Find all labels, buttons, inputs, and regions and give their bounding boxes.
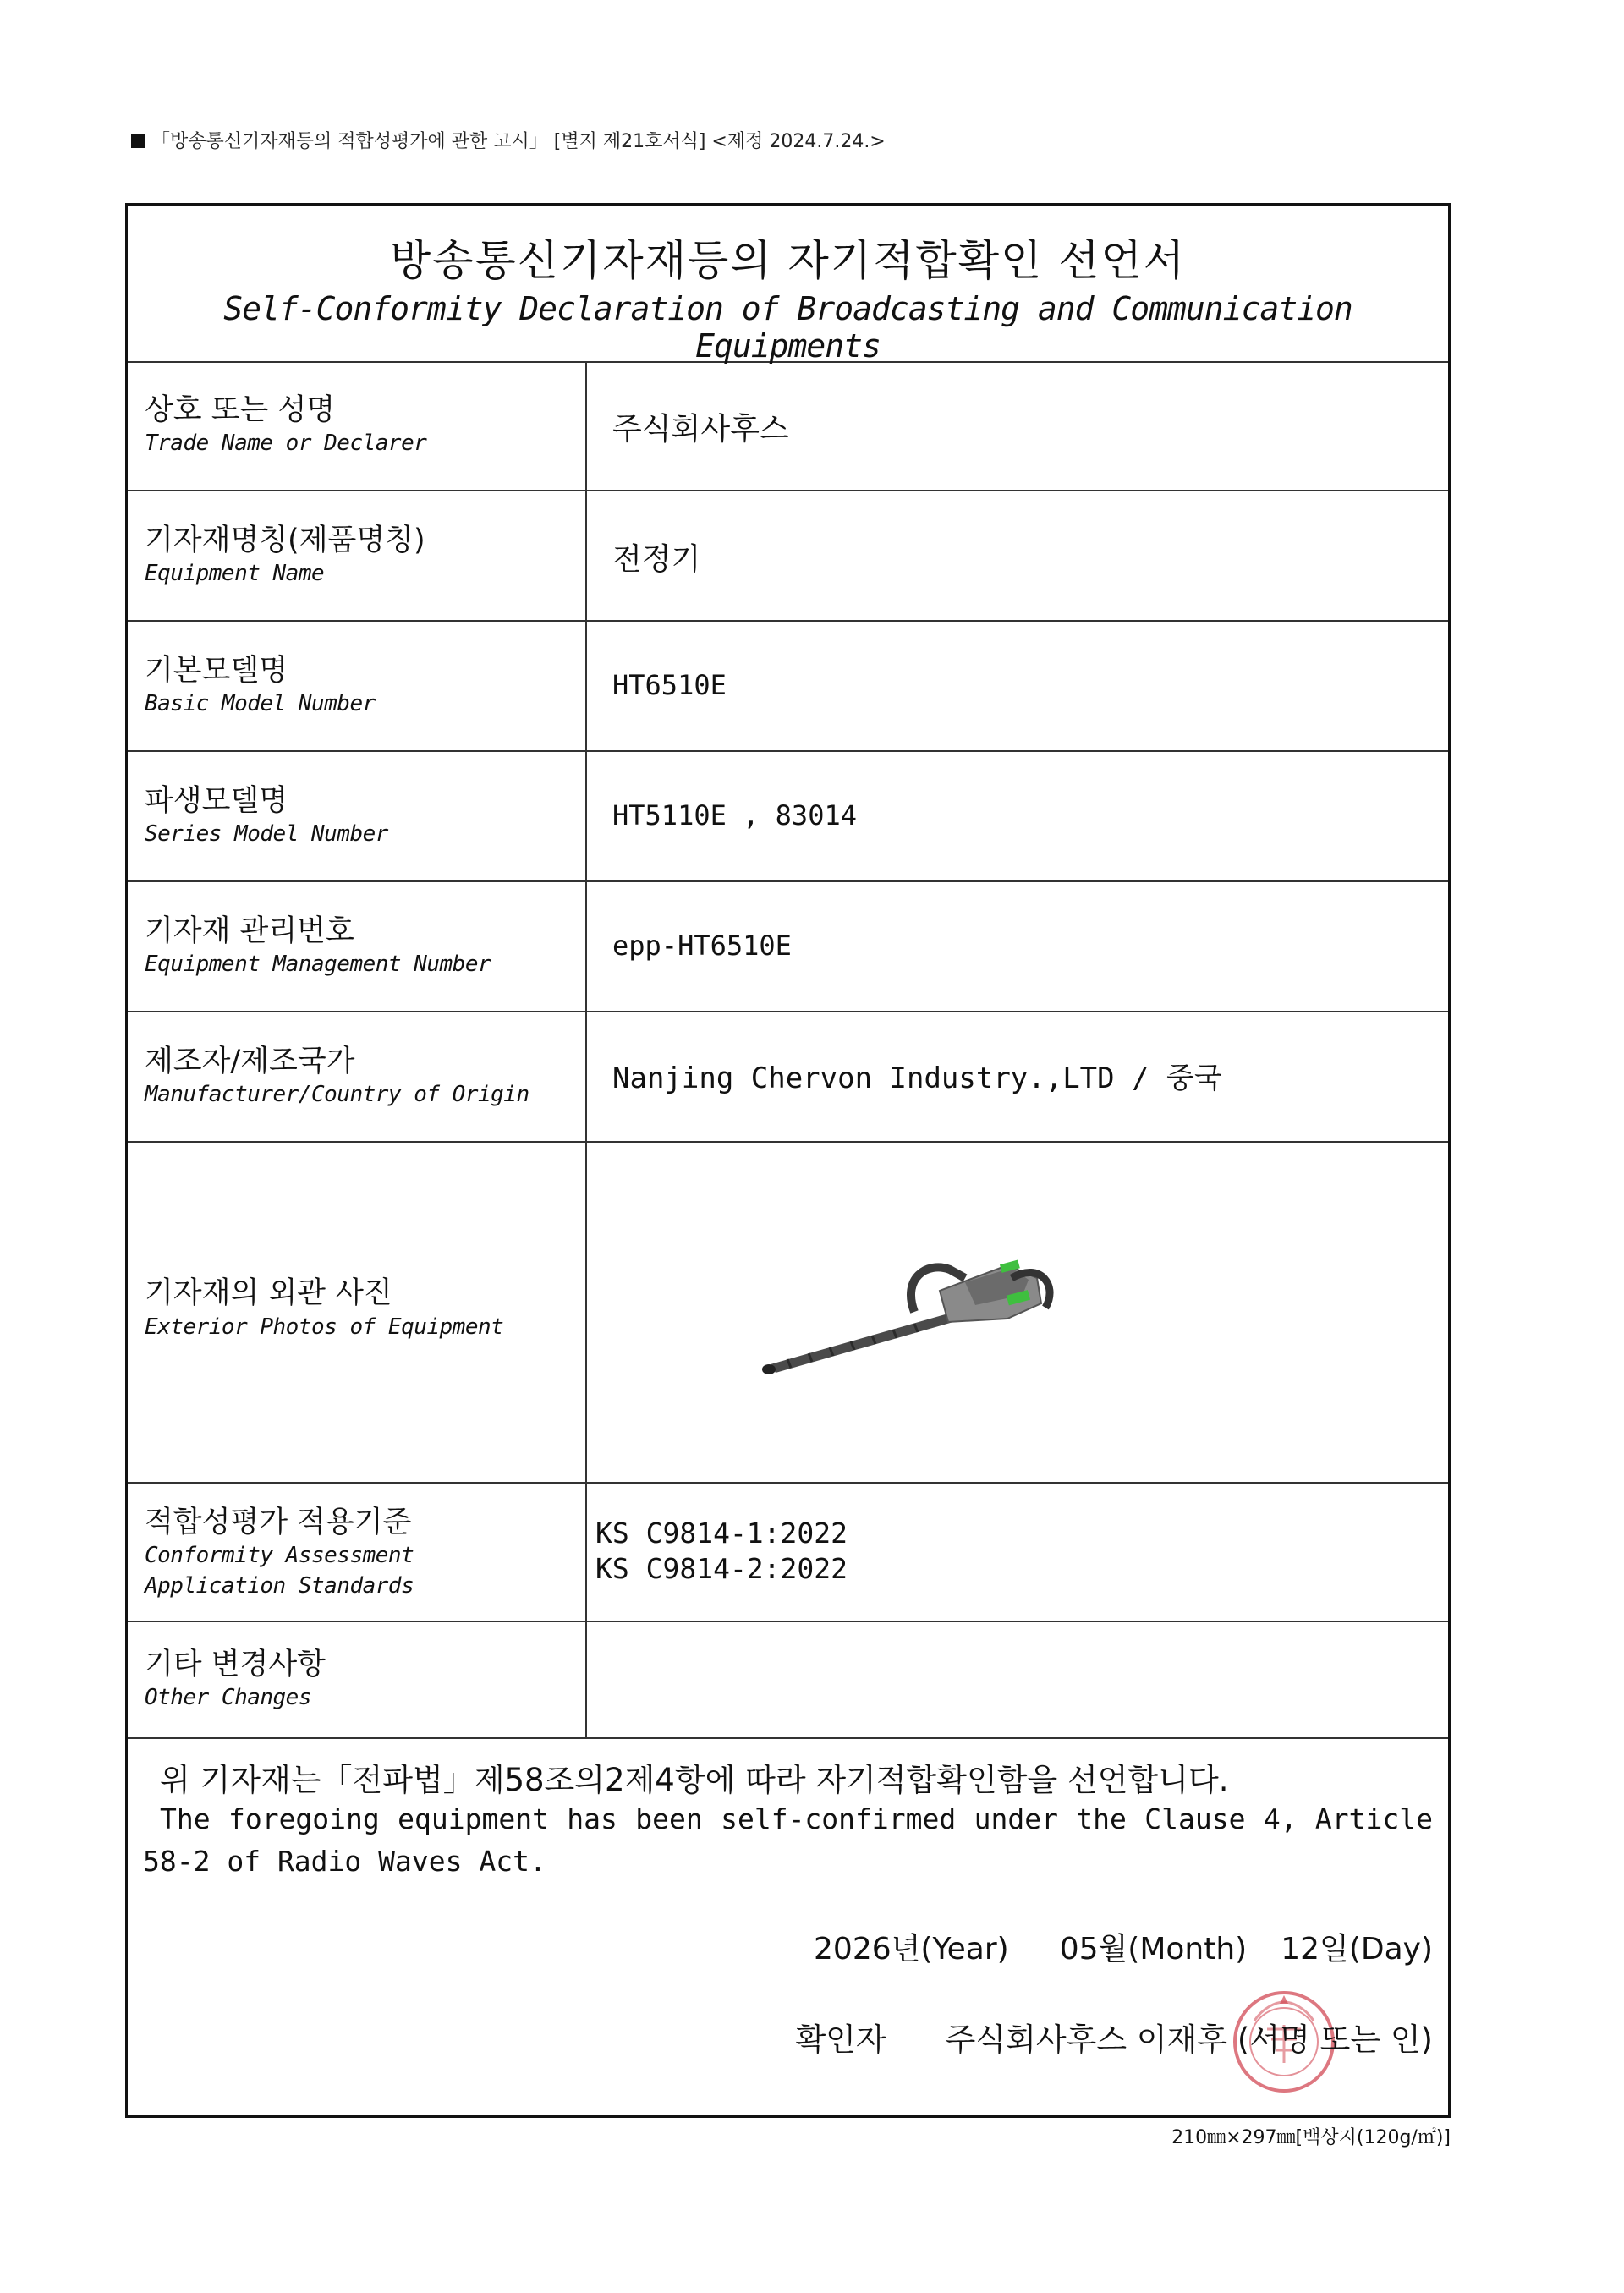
- value-equipment-name: 전정기: [612, 542, 701, 577]
- value-manufacturer: Nanjing Chervon Industry.,LTD / 중국: [612, 1061, 1222, 1095]
- label-english: Manufacturer/Country of Origin: [145, 1082, 529, 1107]
- value-management-number: epp-HT6510E: [612, 930, 792, 962]
- row-exterior-photo: [128, 1143, 1448, 1484]
- title-block: [128, 206, 1448, 363]
- date-year: 2026년(Year): [814, 1932, 1009, 1967]
- form-notice: 「방송통신기자재등의 적합성평가에 관한 고시」 [별지 제21호서식] <제정 2024.7.24.>: [131, 127, 886, 153]
- label-english: Series Model Number: [145, 821, 388, 847]
- declaration-english-line1: The foregoing equipment has been self-confirmed under the Clause 4, Article: [160, 1802, 1433, 1835]
- date-month: 05월(Month): [1059, 1932, 1248, 1967]
- label-korean: 파생모델명: [145, 784, 288, 818]
- declaration-form: [125, 203, 1451, 2118]
- row-basic-model: [128, 622, 1448, 752]
- value-series-model: HT5110E , 83014: [612, 799, 857, 831]
- row-standards: [128, 1484, 1448, 1622]
- value-basic-model: HT6510E: [612, 669, 727, 701]
- row-series-model: [128, 752, 1448, 882]
- title-english: Self-Conformity Declaration of Broadcasting and Communication Equipments: [223, 290, 1352, 365]
- label-english: Trade Name or Declarer: [145, 431, 427, 456]
- sign-note: (서명 또는 인): [1237, 2021, 1433, 2058]
- label-english: Equipment Name: [145, 561, 325, 586]
- label-korean: 기자재명칭(제품명칭): [145, 524, 425, 557]
- label-english: Other Changes: [145, 1685, 311, 1710]
- row-management-number: [128, 882, 1448, 1012]
- confirmer-line: [795, 2014, 1433, 2060]
- square-bullet-icon: [131, 134, 145, 148]
- label-korean: 기자재의 외관 사진: [145, 1276, 392, 1310]
- label-korean: 상호 또는 성명: [145, 393, 336, 427]
- confirmer-name: 이재후: [1136, 2021, 1228, 2058]
- value-trade-name: 주식회사후스: [612, 412, 789, 447]
- row-manufacturer: [128, 1012, 1448, 1143]
- declaration-korean: 위 기자재는「전파법」제58조의2제4항에 따라 자기적합확인함을 선언합니다.: [160, 1762, 1229, 1798]
- hedge-trimmer-photo: [754, 1244, 1058, 1388]
- label-english: Basic Model Number: [145, 691, 376, 716]
- label-english-line1: Conformity Assessment: [145, 1543, 414, 1568]
- row-equipment-name: [128, 491, 1448, 622]
- row-trade-name: [128, 361, 1448, 491]
- label-korean: 기본모델명: [145, 654, 288, 688]
- label-english: Exterior Photos of Equipment: [145, 1314, 504, 1340]
- date-day: 12일(Day): [1281, 1932, 1433, 1967]
- label-english-line2: Application Standards: [145, 1573, 414, 1599]
- value-standard-2: KS C9814-2:2022: [595, 1552, 848, 1585]
- declaration-date: [798, 1925, 1433, 1968]
- confirmer-label: 확인자: [795, 2021, 886, 2058]
- value-standard-1: KS C9814-1:2022: [595, 1517, 848, 1550]
- label-korean: 적합성평가 적용기준: [145, 1506, 412, 1539]
- label-english: Equipment Management Number: [145, 952, 491, 977]
- declaration-block: [128, 1739, 1448, 2118]
- label-korean: 기자재 관리번호: [145, 914, 354, 948]
- paper-spec: 210㎜×297㎜[백상지(120g/㎡)]: [1171, 2127, 1451, 2148]
- declaration-english-line2: 58-2 of Radio Waves Act.: [143, 1845, 546, 1878]
- confirmer-company: 주식회사후스: [945, 2021, 1127, 2058]
- row-other-changes: [128, 1622, 1448, 1739]
- label-korean: 제조자/제조국가: [145, 1045, 355, 1078]
- title-korean: 방송통신기자재등의 자기적합확인 선언서: [389, 236, 1187, 285]
- label-korean: 기타 변경사항: [145, 1648, 326, 1681]
